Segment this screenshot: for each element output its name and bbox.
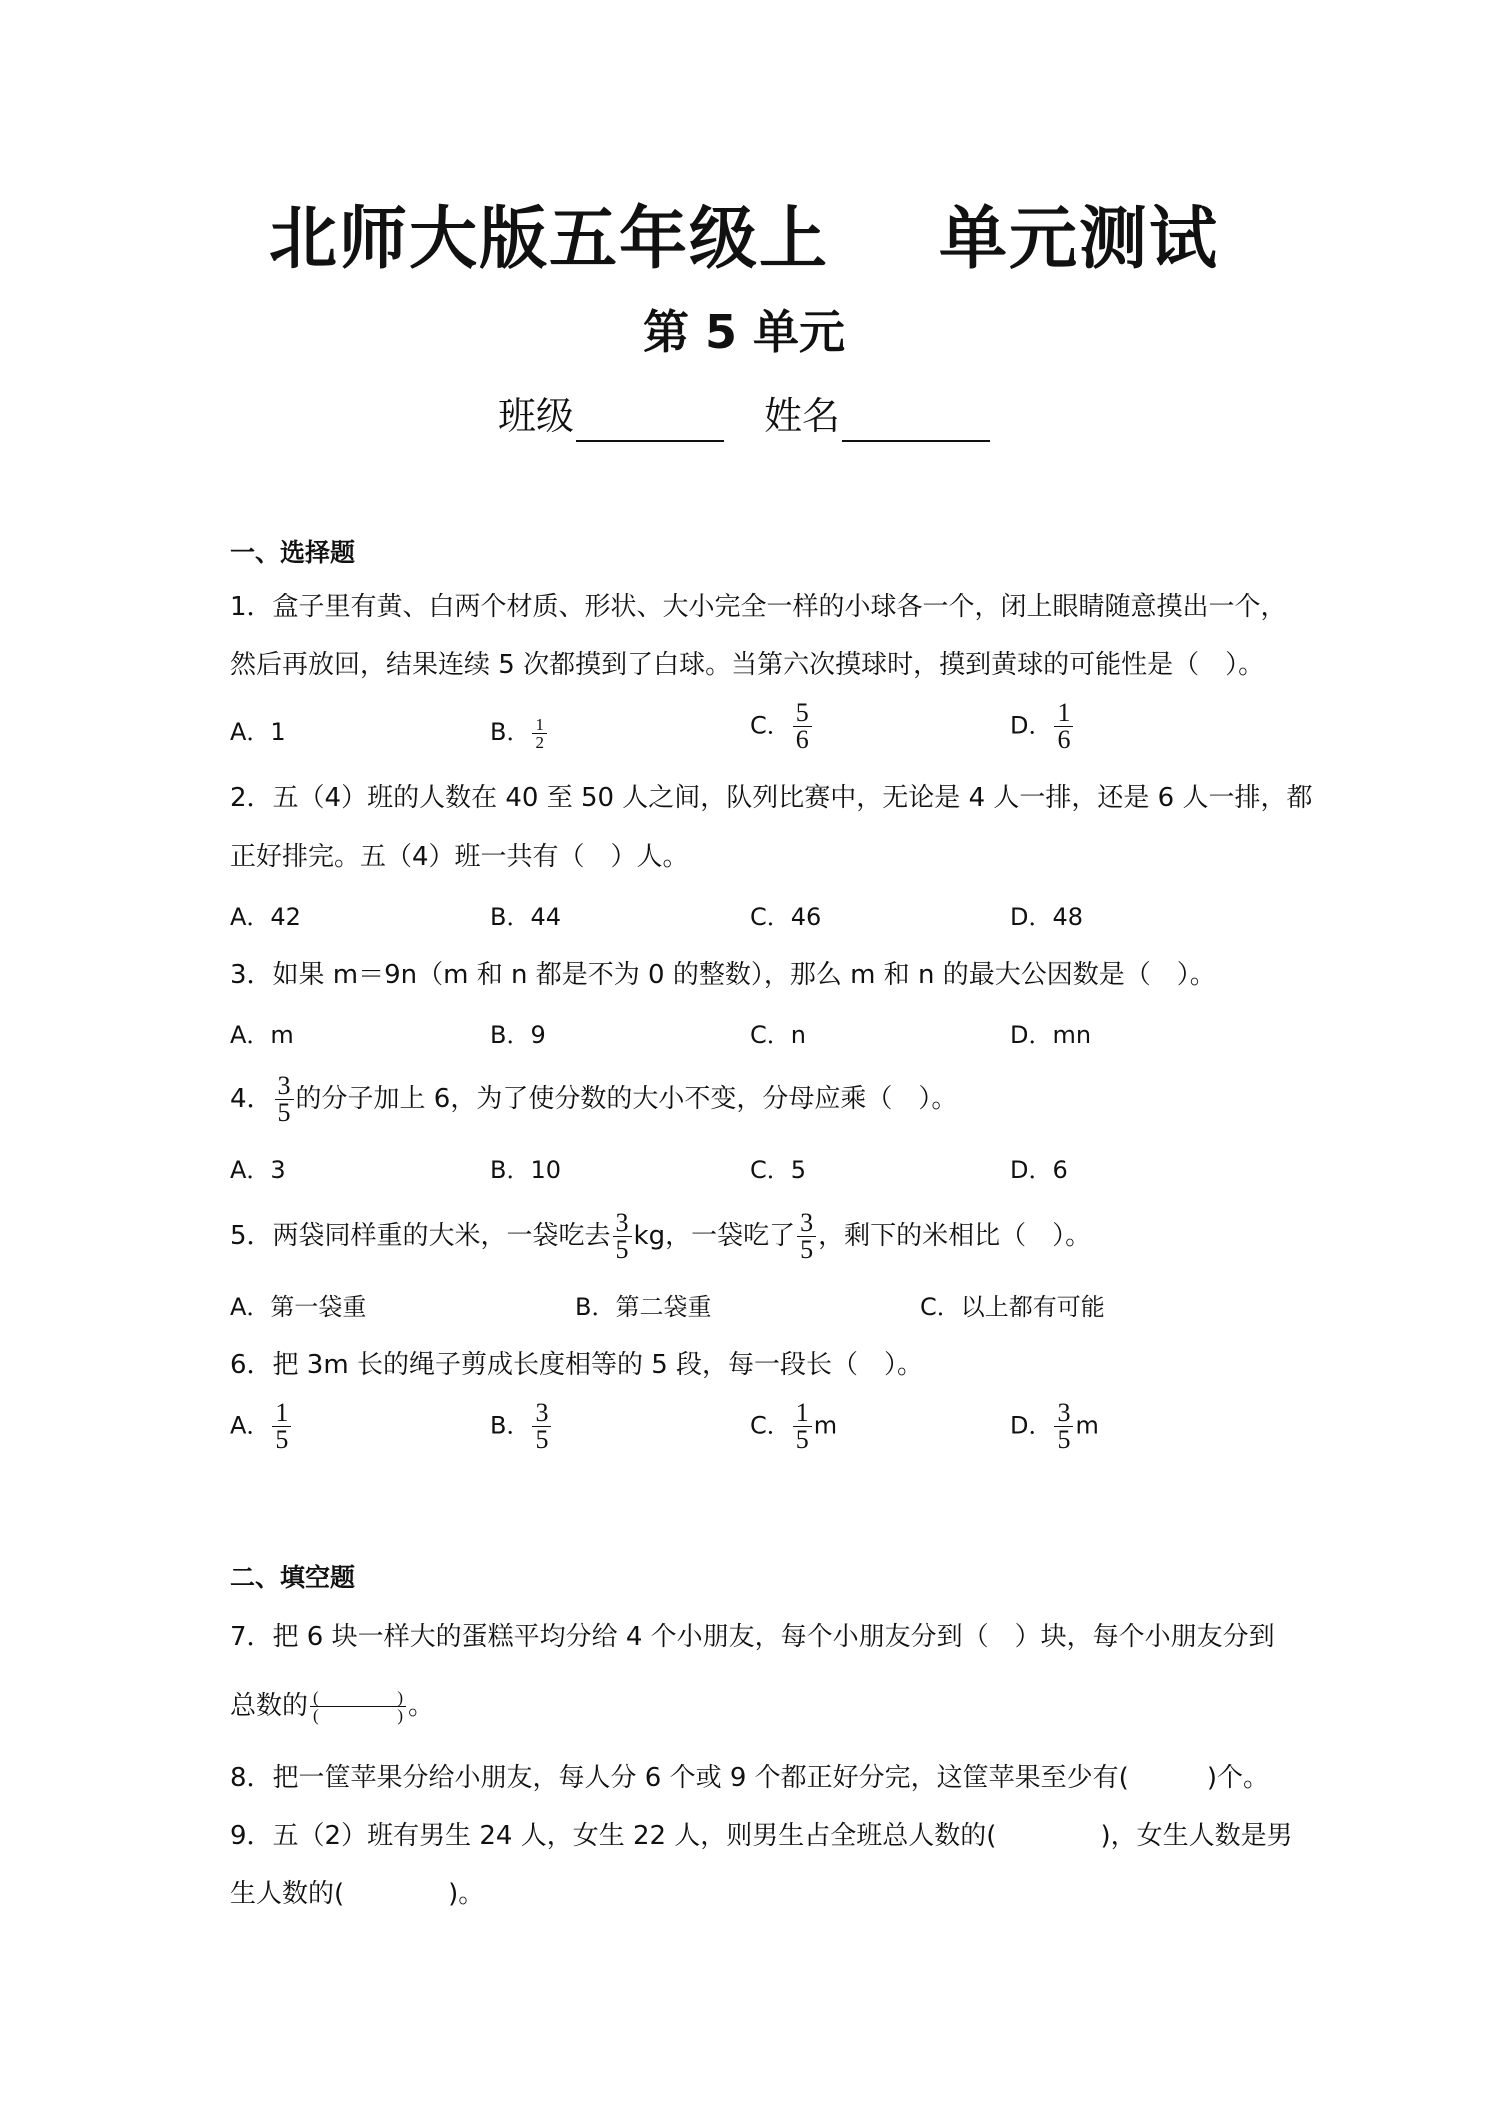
denominator: 5	[793, 1426, 812, 1453]
question-9-line-2: 生人数的( )。	[230, 1879, 485, 1909]
q3-option-a[interactable]: A．m	[230, 1021, 294, 1049]
question-5	[230, 1210, 1091, 1263]
numerator: 1	[795, 1398, 809, 1427]
question-number: 4．	[230, 1084, 273, 1114]
q6-option-c[interactable]	[750, 1400, 837, 1453]
paren-open: (	[313, 1688, 319, 1707]
q6-option-b[interactable]	[490, 1400, 553, 1453]
q5-option-c[interactable]: C．以上都有可能	[920, 1293, 1105, 1321]
question-4	[230, 1073, 957, 1126]
question-text: kg，一袋吃了	[633, 1221, 796, 1251]
question-7-line-2	[230, 1686, 434, 1726]
class-name-line	[0, 390, 1488, 442]
blank-numerator	[310, 1689, 406, 1706]
option-label: A．	[230, 1411, 271, 1440]
section-heading-choice: 一、选择题	[230, 538, 356, 567]
paren-open: (	[313, 1706, 319, 1725]
class-blank[interactable]	[576, 400, 724, 442]
blank-denominator	[310, 1706, 406, 1724]
q3-option-d[interactable]: D．mn	[1010, 1021, 1092, 1049]
q5-option-b[interactable]: B．第二袋重	[575, 1293, 712, 1321]
numerator: 5	[795, 698, 809, 727]
title-part-2: 单元测试	[939, 200, 1220, 279]
q2-option-d[interactable]: D．48	[1010, 903, 1084, 931]
fraction	[797, 1210, 816, 1263]
denominator: 6	[793, 726, 812, 753]
option-label: C．	[750, 711, 791, 740]
unit: m	[813, 1411, 838, 1440]
class-label: 班级	[497, 394, 574, 438]
option-label: B．	[490, 1411, 531, 1440]
option-value: 1	[270, 718, 286, 746]
denominator: 5	[532, 1426, 551, 1453]
question-text: ，剩下的米相比（ ）。	[818, 1221, 1092, 1251]
q4-option-a[interactable]: A．3	[230, 1156, 286, 1184]
q2-option-a[interactable]: A．42	[230, 903, 301, 931]
denominator: 6	[1054, 726, 1073, 753]
name-blank[interactable]	[842, 400, 990, 442]
q4-option-b[interactable]: B．10	[490, 1156, 562, 1184]
option-label: B．	[490, 718, 531, 746]
denominator: 5	[275, 1099, 294, 1126]
denominator: 5	[797, 1236, 816, 1263]
denominator: 5	[272, 1426, 291, 1453]
q4-option-d[interactable]: D．6	[1010, 1156, 1068, 1184]
fraction	[532, 1400, 551, 1453]
question-1-line-2: 然后再放回，结果连续 5 次都摸到了白球。当第六次摸球时，摸到黄球的可能性是（ ）。	[230, 650, 1265, 680]
q1-option-d[interactable]	[1010, 700, 1075, 753]
numerator: 3	[615, 1208, 629, 1237]
numerator: 1	[275, 1398, 289, 1427]
question-6: 6．把 3m 长的绳子剪成长度相等的 5 段，每一段长（ ）。	[230, 1350, 924, 1380]
fraction	[532, 716, 547, 751]
denominator: 5	[613, 1236, 632, 1263]
fraction	[613, 1210, 632, 1263]
q1-option-a[interactable]	[230, 712, 286, 752]
numerator: 1	[535, 714, 544, 734]
fraction	[1054, 700, 1073, 753]
question-7-line-1: 7．把 6 块一样大的蛋糕平均分给 4 个小朋友，每个小朋友分到（ ）块，每个小朋友分到	[230, 1622, 1275, 1652]
q5-option-a[interactable]: A．第一袋重	[230, 1293, 367, 1321]
question-3: 3．如果 m＝9n（m 和 n 都是不为 0 的整数），那么 m 和 n 的最大公因数是（ ）。	[230, 960, 1216, 990]
q4-option-c[interactable]: C．5	[750, 1156, 807, 1184]
question-text: 。	[408, 1691, 435, 1721]
question-8: 8．把一筐苹果分给小朋友，每人分 6 个或 9 个都正好分完，这筐苹果至少有( )个。	[230, 1763, 1269, 1793]
unit-subtitle: 第 5 单元	[642, 305, 846, 359]
denominator: 2	[532, 733, 547, 751]
title-part-1: 北师大版五年级上	[268, 200, 829, 279]
q1-option-c[interactable]	[750, 700, 814, 753]
q3-option-c[interactable]: C．n	[750, 1021, 806, 1049]
fraction	[1054, 1400, 1073, 1453]
question-2-line-1: 2．五（4）班的人数在 40 至 50 人之间，队列比赛中，无论是 4 人一排，还是 6 人一排，都	[230, 783, 1313, 813]
question-2-line-2: 正好排完。五（4）班一共有（ ）人。	[230, 842, 689, 872]
question-1-line-1: 1．盒子里有黄、白两个材质、形状、大小完全一样的小球各一个，闭上眼睛随意摸出一个，	[230, 592, 1287, 622]
unit: m	[1075, 1411, 1099, 1440]
blank-fraction[interactable]	[310, 1689, 406, 1724]
fraction	[272, 1400, 291, 1453]
option-label: D．	[1010, 1411, 1053, 1440]
option-label: A．	[230, 718, 271, 746]
q6-option-a[interactable]	[230, 1400, 293, 1453]
numerator: 3	[1057, 1398, 1071, 1427]
fraction	[275, 1073, 294, 1126]
denominator: 5	[1054, 1426, 1073, 1453]
paren-close: )	[397, 1706, 404, 1725]
q1-option-b[interactable]	[490, 712, 549, 752]
name-label: 姓名	[764, 394, 841, 438]
fraction	[793, 700, 812, 753]
paren-close: )	[397, 1688, 404, 1707]
numerator: 3	[800, 1208, 814, 1237]
numerator: 3	[535, 1398, 549, 1427]
q2-option-b[interactable]: B．44	[490, 903, 562, 931]
option-label: D．	[1010, 711, 1053, 740]
q2-option-c[interactable]: C．46	[750, 903, 822, 931]
question-text: 的分子加上 6，为了使分数的大小不变，分母应乘（ ）。	[295, 1084, 958, 1114]
numerator: 1	[1057, 698, 1071, 727]
q3-option-b[interactable]: B．9	[490, 1021, 546, 1049]
question-text: 总数的	[230, 1691, 309, 1721]
question-text: 5．两袋同样重的大米，一袋吃去	[230, 1221, 611, 1251]
question-9-line-1: 9．五（2）班有男生 24 人，女生 22 人，则男生占全班总人数的( )，女生人数是男	[230, 1821, 1293, 1851]
option-label: C．	[750, 1411, 791, 1440]
fraction	[793, 1400, 812, 1453]
numerator: 3	[277, 1071, 291, 1100]
section-heading-fill: 二、填空题	[230, 1563, 356, 1592]
page-title	[0, 200, 1488, 280]
q6-option-d[interactable]	[1010, 1400, 1099, 1453]
